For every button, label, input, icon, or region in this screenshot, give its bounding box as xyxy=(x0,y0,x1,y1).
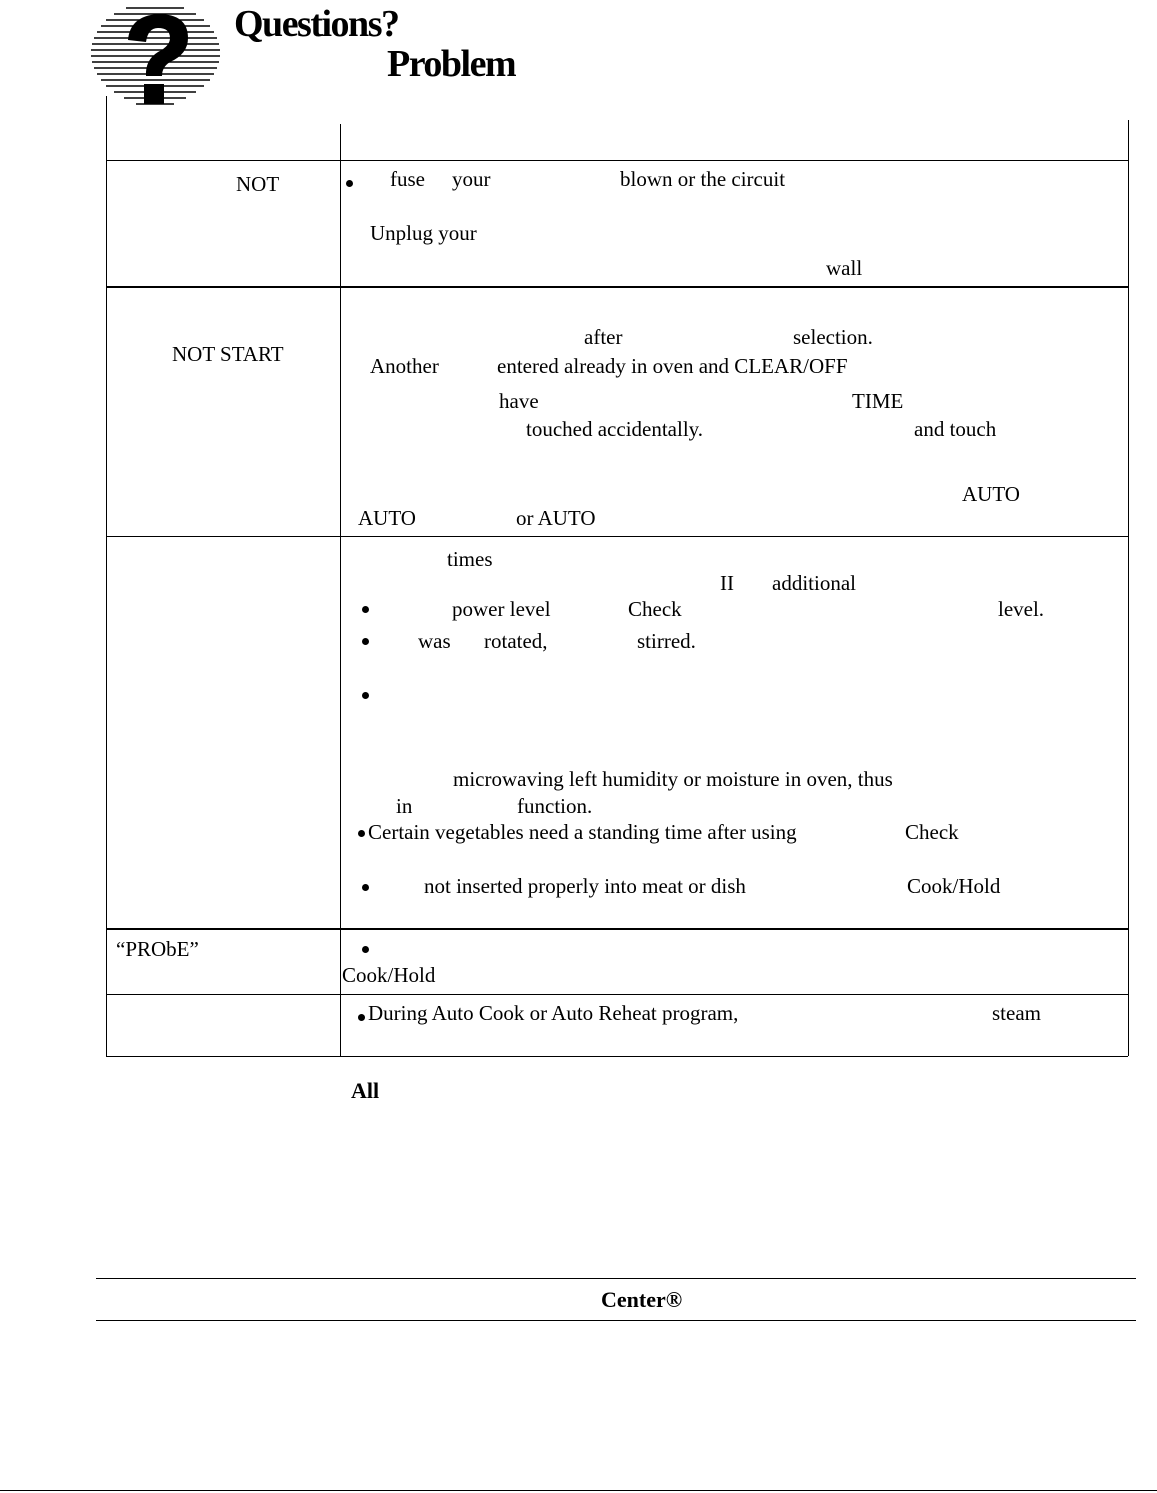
cause-text: in xyxy=(396,794,413,818)
cause-text: times xyxy=(447,547,493,571)
cause-text: TIME xyxy=(852,389,904,413)
cause-text: II xyxy=(720,571,734,595)
page-title-problem: Problem xyxy=(387,43,516,85)
cause-text: Another xyxy=(370,354,439,378)
table-column-divider xyxy=(340,124,341,1056)
problem-text: “PRObE” xyxy=(116,937,199,961)
cause-text: blown or the circuit xyxy=(620,167,786,191)
row-divider xyxy=(106,928,1128,930)
cause-text: after xyxy=(584,325,623,349)
cause-text: AUTO xyxy=(962,482,1020,506)
row-divider xyxy=(106,536,1128,537)
cause-text: your xyxy=(452,167,491,191)
table-right-border xyxy=(1128,120,1129,1056)
row-divider xyxy=(106,994,1128,995)
row-divider xyxy=(106,286,1128,288)
bullet-icon xyxy=(362,606,369,613)
cause-text: During Auto Cook or Auto Reheat program, xyxy=(368,1001,739,1025)
bullet-icon xyxy=(362,638,369,645)
cause-text: Certain vegetables need a standing time after using xyxy=(368,820,797,844)
cause-text: microwaving left humidity or moisture in oven, thus xyxy=(453,767,893,791)
cause-text: selection. xyxy=(793,325,873,349)
cause-text: Check xyxy=(628,597,682,621)
cause-text: power level xyxy=(452,597,551,621)
cause-text: steam xyxy=(992,1001,1041,1025)
cause-text: not inserted properly into meat or dish xyxy=(424,874,746,898)
cause-text: Check xyxy=(905,820,959,844)
bullet-icon xyxy=(358,1014,365,1021)
cause-text: touched accidentally. xyxy=(526,417,704,441)
cause-text: wall xyxy=(826,256,863,280)
cause-text: Cook/Hold xyxy=(907,874,1001,898)
cause-text: fuse xyxy=(390,167,425,191)
cause-text: or AUTO xyxy=(516,506,596,530)
page-title-questions: Questions? xyxy=(234,3,399,45)
cause-text: additional xyxy=(772,571,856,595)
cause-text: level. xyxy=(998,597,1045,621)
cause-text: entered already in oven and CLEAR/OFF xyxy=(497,354,848,378)
table-bottom-border xyxy=(106,1056,1128,1057)
header-row-divider xyxy=(106,160,1128,161)
problem-text: NOT xyxy=(236,172,280,196)
cause-text: AUTO xyxy=(358,506,416,530)
problem-text: NOT START xyxy=(172,342,284,366)
question-mark-logo-icon xyxy=(86,0,226,118)
bullet-icon xyxy=(362,692,369,699)
bullet-icon xyxy=(346,180,353,187)
footer-top-rule xyxy=(96,1278,1136,1279)
footer-note: All xyxy=(351,1078,380,1103)
bullet-icon xyxy=(362,884,369,891)
cause-text: have xyxy=(499,389,539,413)
table-left-border xyxy=(106,96,107,1056)
cause-text: Cook/Hold xyxy=(342,963,436,987)
cause-text: stirred. xyxy=(637,629,696,653)
cause-text: Unplug your xyxy=(370,221,477,245)
bullet-icon xyxy=(362,946,369,953)
footer-center-label: Center® xyxy=(601,1287,683,1312)
cause-text: function. xyxy=(517,794,593,818)
footer-bottom-rule xyxy=(96,1320,1136,1321)
cause-text: rotated, xyxy=(484,629,548,653)
page-bottom-edge xyxy=(0,1490,1157,1491)
bullet-icon xyxy=(358,830,365,837)
cause-text: and touch xyxy=(914,417,997,441)
cause-text: was xyxy=(418,629,451,653)
